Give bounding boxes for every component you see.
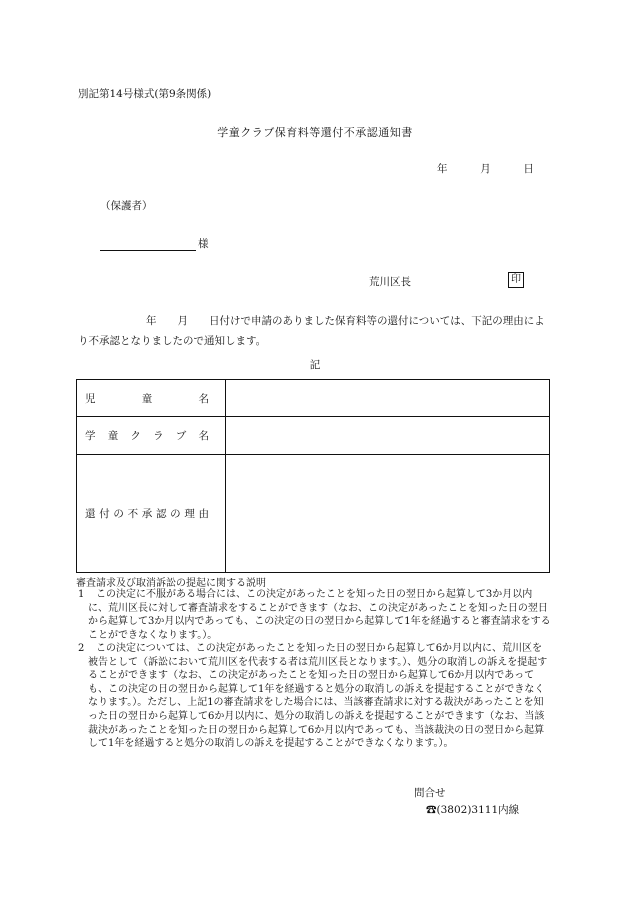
label-char: 理 bbox=[184, 508, 195, 520]
label-char: 名 bbox=[198, 430, 209, 442]
label-char: 承 bbox=[141, 508, 153, 520]
label-char: の bbox=[170, 508, 181, 520]
appeal-heading: 審査請求及び取消訴訟の提起に関する説明 bbox=[76, 578, 266, 589]
label-char: 付 bbox=[99, 508, 110, 520]
ki-heading: 記 bbox=[309, 359, 321, 371]
info-table bbox=[76, 379, 550, 573]
table-row-club-name bbox=[77, 417, 550, 455]
label-char: ブ bbox=[175, 430, 187, 442]
document-title: 学童クラブ保育料等還付不承認通知書 bbox=[217, 126, 413, 139]
label-reason bbox=[77, 455, 226, 573]
table-row-reason bbox=[77, 455, 550, 573]
value-child-name bbox=[226, 380, 550, 417]
seal-mark: 印 bbox=[508, 272, 524, 288]
appeal-item-number: 2 bbox=[78, 643, 85, 654]
appeal-item-text: この決定については、この決定があったことを知った日の翌日から起算して6か月以内に、荒川区を被告として（訴訟において荒川区を代表する者は荒川区長となります。）、処分の取消しの訴えを提起することができます（なお、この決定があったことを知った日の翌日から起算して6か月以内であっても、この決定の日の翌日から起算して1年を経過すると処分の取消しの訴えを提起することができなくなります。）。ただし、上記1の審査請求をした場合には、当該審査請求に対する裁決があったことを知った日の翌日から起算して6か月以内に、処分の取消しの訴えを提起することができます（なお、当該裁決があったことを知った日の翌日から起算して6か月以内であっても、当該裁決の日の翌日から起算して1年を経過すると処分の取消しの訴えを提起することができなくなります。）。 bbox=[88, 643, 548, 750]
label-char: 学 bbox=[85, 430, 96, 442]
label-char: の bbox=[113, 508, 124, 520]
label-char: 児 bbox=[85, 392, 96, 405]
guardian-label: （保護者） bbox=[100, 200, 153, 212]
date-line bbox=[437, 161, 534, 176]
appeal-item-number: 1 bbox=[78, 589, 85, 600]
addressee-suffix: 様 bbox=[198, 238, 209, 250]
contact-label: 問合せ bbox=[414, 787, 446, 799]
form-number: 別記第14号様式(第9条関係) bbox=[78, 88, 212, 100]
label-club-name bbox=[77, 417, 226, 455]
value-reason bbox=[226, 455, 550, 573]
contact-phone-number: (3802)3111内線 bbox=[436, 804, 520, 816]
phone-icon: ☎ bbox=[426, 804, 437, 816]
value-club-name bbox=[226, 417, 550, 455]
label-chars bbox=[85, 506, 209, 521]
appeal-item bbox=[78, 642, 552, 751]
label-char: 不 bbox=[127, 508, 139, 520]
addressee-line bbox=[100, 236, 209, 251]
date-day: 日 bbox=[523, 163, 534, 175]
table-row-child-name bbox=[77, 380, 550, 417]
label-char: 由 bbox=[198, 508, 209, 520]
label-child-name bbox=[77, 380, 226, 417]
date-year: 年 bbox=[437, 163, 448, 175]
label-chars bbox=[85, 428, 209, 443]
label-char: ラ bbox=[153, 430, 164, 442]
label-chars bbox=[85, 391, 209, 406]
date-month: 月 bbox=[480, 163, 491, 175]
notice-body-text: 年 月 日付けで申請のありました保育料等の還付については、下記の理由により不承認となりましたので通知します。 bbox=[78, 315, 545, 347]
label-char: 童 bbox=[107, 430, 119, 442]
issuer-name: 荒川区長 bbox=[369, 276, 411, 288]
label-char: ク bbox=[130, 430, 141, 442]
notice-body bbox=[78, 311, 552, 351]
label-char: 認 bbox=[155, 508, 167, 520]
label-char: 還 bbox=[85, 508, 96, 520]
addressee-blank bbox=[100, 239, 196, 251]
contact-phone bbox=[426, 802, 519, 817]
label-char: 童 bbox=[141, 392, 153, 405]
appeal-item-text: この決定に不服がある場合には、この決定があったことを知った日の翌日から起算して3か月以内に、荒川区長に対して審査請求をすることができます（なお、この決定があったことを知った日の翌日から起算して3か月以内であっても、この決定の日の翌日から起算して1年を経過すると審査請求をすることができなくなります。）。 bbox=[88, 589, 551, 641]
appeal-item bbox=[78, 588, 552, 642]
label-char: 名 bbox=[198, 392, 209, 405]
